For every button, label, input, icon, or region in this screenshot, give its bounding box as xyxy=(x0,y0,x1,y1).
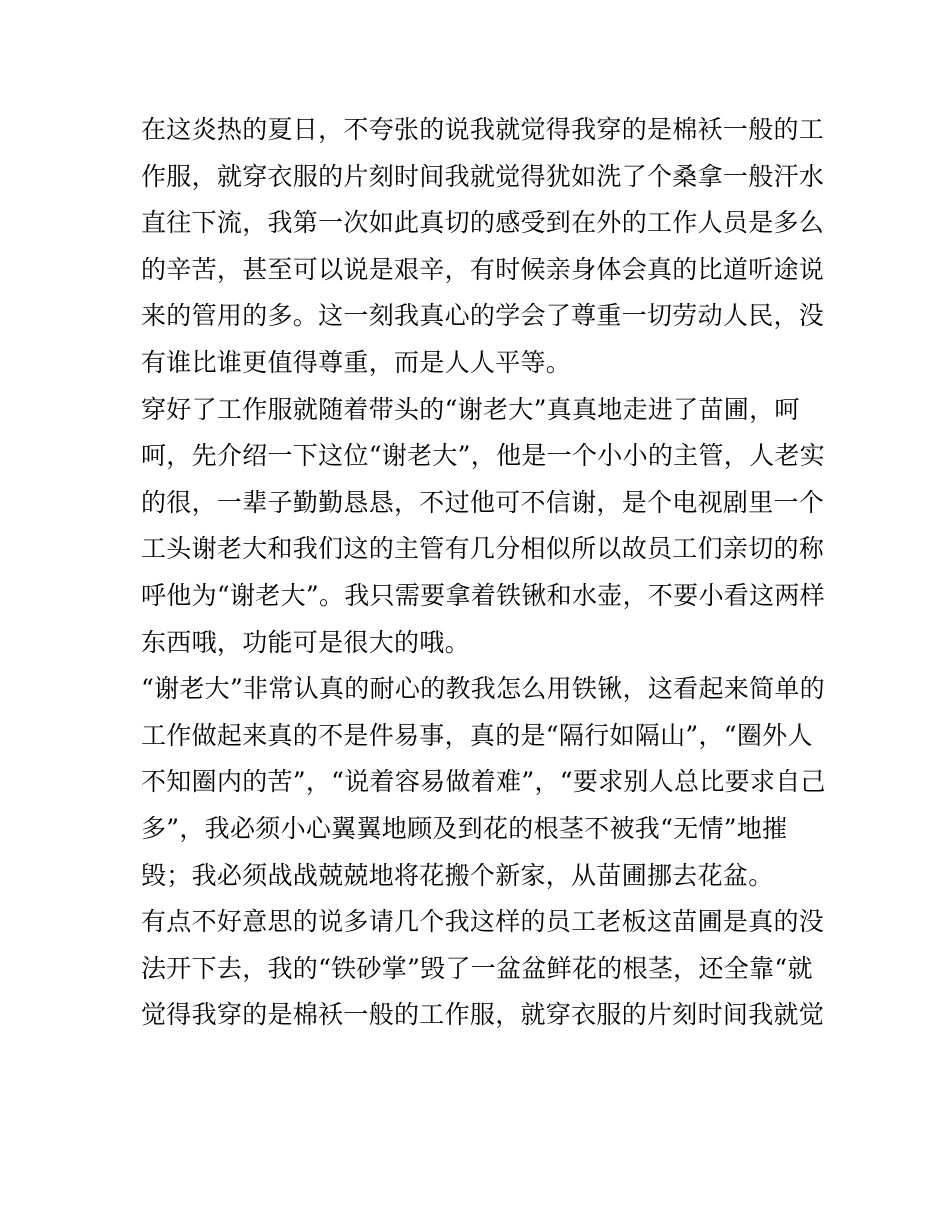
text-line: 工作做起来真的不是件易事，真的是“隔行如隔山”，“圈外人 xyxy=(141,720,813,750)
body-text xyxy=(141,107,826,1039)
text-line: 毁；我必须战战兢兢地将花搬个新家，从苗圃挪去花盆。 xyxy=(141,860,774,890)
text-line: 多”，我必须小心翼翼地顾及到花的根茎不被我“无情”地摧 xyxy=(141,813,788,843)
text-line: 有点不好意思的说多请几个我这样的员工老板这苗圃是真的没 xyxy=(141,907,825,937)
text-line: 穿好了工作服就随着带头的“谢老大”真真地走进了苗圃，呵 xyxy=(141,394,800,424)
text-line: 的很，一辈子勤勤恳恳，不过他可不信谢，是个电视剧里一个 xyxy=(141,487,825,517)
text-line: 作服，就穿衣服的片刻时间我就觉得犹如洗了个桑拿一般汗水 xyxy=(141,161,825,191)
text-line: “谢老大”非常认真的耐心的教我怎么用铁锹，这看起来简单的 xyxy=(141,674,825,704)
text-line: 法开下去，我的“铁砂掌”毁了一盆盆鲜花的根茎，还全靠“就 xyxy=(141,953,813,983)
text-line: 有谁比谁更值得尊重，而是人人平等。 xyxy=(141,347,572,377)
text-line: 东西哦，功能可是很大的哦。 xyxy=(141,627,470,657)
text-line: 呵，先介绍一下这位“谢老大”，他是一个小小的主管，人老实 xyxy=(141,441,825,471)
text-line: 工头谢老大和我们这的主管有几分相似所以故员工们亲切的称 xyxy=(141,534,825,564)
text-line: 在这炎热的夏日，不夸张的说我就觉得我穿的是棉袄一般的工 xyxy=(141,115,825,144)
text-line: 觉得我穿的是棉袄一般的工作服，就穿衣服的片刻时间我就觉 xyxy=(141,1000,825,1030)
text-line: 呼他为“谢老大”。我只需要拿着铁锹和水壶，不要小看这两样 xyxy=(141,580,825,610)
text-line: 直往下流，我第一次如此真切的感受到在外的工作人员是多么 xyxy=(141,208,825,238)
text-line: 的辛苦，甚至可以说是艰辛，有时候亲身体会真的比道听途说 xyxy=(141,254,825,284)
text-line: 不知圈内的苦”，“说着容易做着难”，“要求别人总比要求自己 xyxy=(141,767,826,797)
text-line: 来的管用的多。这一刻我真心的学会了尊重一切劳动人民，没 xyxy=(141,301,825,331)
